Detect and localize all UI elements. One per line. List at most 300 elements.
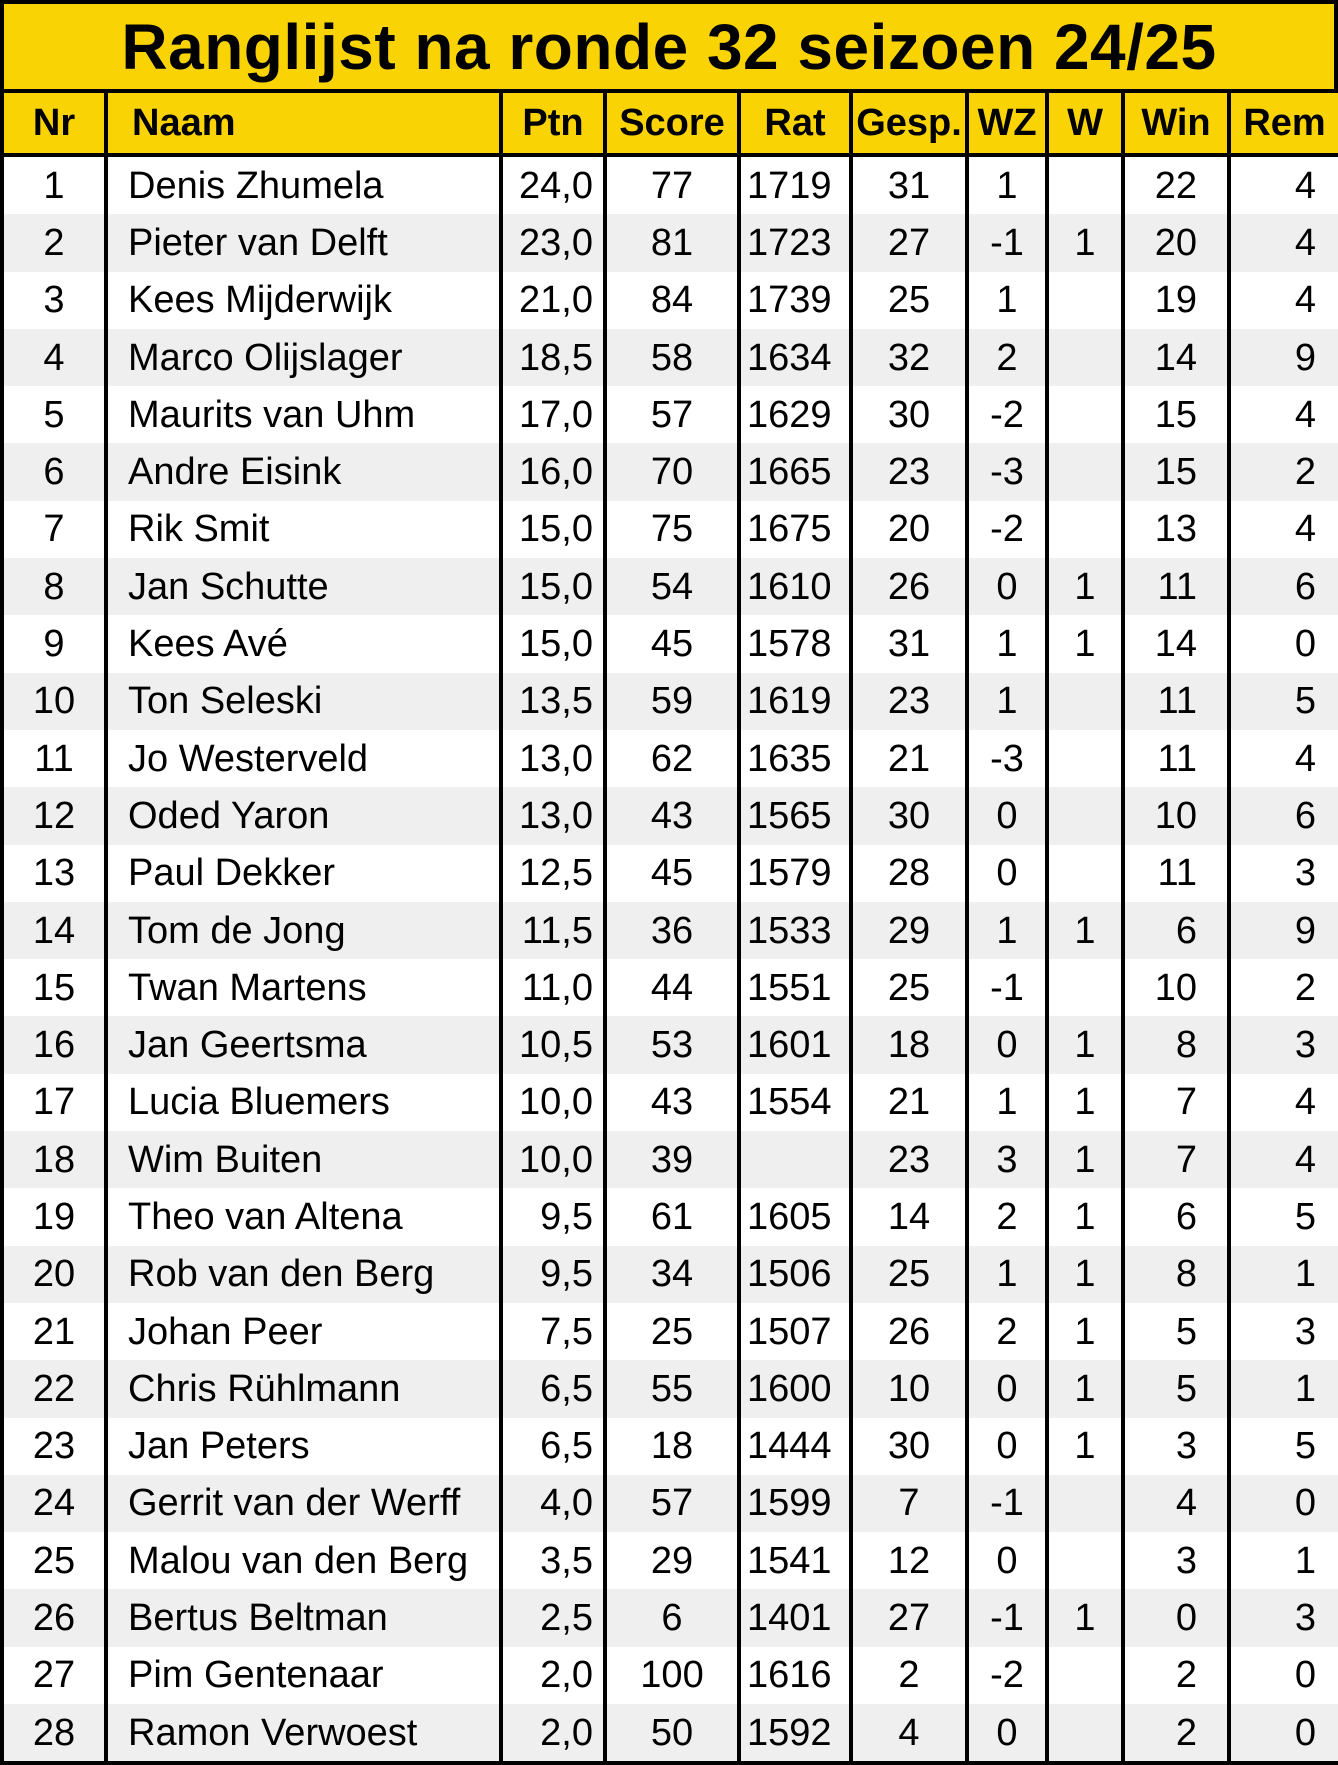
cell-nr: 11 [2, 730, 106, 787]
cell-rem: 3 [1229, 1016, 1338, 1073]
cell-ptn: 13,0 [501, 730, 605, 787]
table-row [2, 787, 1338, 844]
cell-score: 55 [605, 1360, 739, 1417]
cell-ptn: 7,5 [501, 1303, 605, 1360]
cell-win: 2 [1123, 1704, 1229, 1763]
cell-ptn: 6,5 [501, 1418, 605, 1475]
cell-score: 43 [605, 787, 739, 844]
cell-naam: Jan Peters [106, 1418, 501, 1475]
cell-rem: 0 [1229, 1647, 1338, 1704]
cell-w: 1 [1047, 214, 1123, 271]
cell-score: 57 [605, 1475, 739, 1532]
cell-win: 5 [1123, 1303, 1229, 1360]
cell-win: 14 [1123, 329, 1229, 386]
cell-rem: 0 [1229, 1704, 1338, 1763]
cell-ptn: 18,5 [501, 329, 605, 386]
cell-rem: 0 [1229, 1475, 1338, 1532]
cell-rem: 4 [1229, 1131, 1338, 1188]
cell-w: 1 [1047, 615, 1123, 672]
cell-wz: -1 [967, 1475, 1047, 1532]
cell-score: 81 [605, 214, 739, 271]
cell-nr: 12 [2, 787, 106, 844]
cell-wz: 1 [967, 155, 1047, 214]
cell-naam: Andre Eisink [106, 443, 501, 500]
cell-score: 36 [605, 902, 739, 959]
cell-rem: 5 [1229, 1188, 1338, 1245]
cell-win: 6 [1123, 1188, 1229, 1245]
cell-rem: 4 [1229, 214, 1338, 271]
cell-score: 75 [605, 501, 739, 558]
cell-gesp: 10 [851, 1360, 967, 1417]
cell-score: 54 [605, 558, 739, 615]
cell-nr: 26 [2, 1589, 106, 1646]
cell-gesp: 27 [851, 1589, 967, 1646]
cell-score: 61 [605, 1188, 739, 1245]
table-row [2, 845, 1338, 902]
cell-wz: -3 [967, 443, 1047, 500]
cell-gesp: 29 [851, 902, 967, 959]
cell-rat: 1444 [739, 1418, 851, 1475]
cell-w: 1 [1047, 1303, 1123, 1360]
cell-wz: 2 [967, 1188, 1047, 1245]
col-header-ptn: Ptn [501, 93, 605, 155]
cell-score: 59 [605, 673, 739, 730]
cell-score: 29 [605, 1532, 739, 1589]
cell-wz: 3 [967, 1131, 1047, 1188]
table-row [2, 443, 1338, 500]
cell-nr: 19 [2, 1188, 106, 1245]
cell-win: 2 [1123, 1647, 1229, 1704]
cell-wz: 2 [967, 1303, 1047, 1360]
cell-win: 3 [1123, 1532, 1229, 1589]
cell-nr: 1 [2, 155, 106, 214]
cell-nr: 27 [2, 1647, 106, 1704]
table-row [2, 272, 1338, 329]
cell-w [1047, 1647, 1123, 1704]
cell-naam: Ton Seleski [106, 673, 501, 730]
cell-ptn: 11,0 [501, 959, 605, 1016]
cell-nr: 15 [2, 959, 106, 1016]
cell-rem: 5 [1229, 673, 1338, 730]
cell-naam: Maurits van Uhm [106, 386, 501, 443]
cell-wz: 0 [967, 558, 1047, 615]
cell-nr: 3 [2, 272, 106, 329]
cell-rem: 3 [1229, 1303, 1338, 1360]
cell-ptn: 11,5 [501, 902, 605, 959]
table-row [2, 1016, 1338, 1073]
table-row [2, 1704, 1338, 1763]
cell-score: 77 [605, 155, 739, 214]
cell-score: 62 [605, 730, 739, 787]
table-row [2, 501, 1338, 558]
cell-rem: 9 [1229, 329, 1338, 386]
cell-gesp: 28 [851, 845, 967, 902]
cell-rem: 4 [1229, 1074, 1338, 1131]
cell-ptn: 15,0 [501, 558, 605, 615]
cell-wz: -1 [967, 214, 1047, 271]
cell-gesp: 7 [851, 1475, 967, 1532]
cell-rat: 1554 [739, 1074, 851, 1131]
cell-nr: 9 [2, 615, 106, 672]
table-row [2, 1360, 1338, 1417]
cell-rem: 4 [1229, 730, 1338, 787]
cell-rat: 1665 [739, 443, 851, 500]
cell-wz: 1 [967, 1246, 1047, 1303]
cell-nr: 4 [2, 329, 106, 386]
cell-ptn: 2,5 [501, 1589, 605, 1646]
cell-w [1047, 155, 1123, 214]
cell-naam: Chris Rühlmann [106, 1360, 501, 1417]
cell-win: 13 [1123, 501, 1229, 558]
cell-gesp: 20 [851, 501, 967, 558]
cell-ptn: 21,0 [501, 272, 605, 329]
cell-ptn: 15,0 [501, 615, 605, 672]
cell-score: 25 [605, 1303, 739, 1360]
cell-wz: 2 [967, 329, 1047, 386]
cell-w: 1 [1047, 1016, 1123, 1073]
cell-rem: 4 [1229, 501, 1338, 558]
table-row [2, 329, 1338, 386]
cell-win: 10 [1123, 959, 1229, 1016]
cell-naam: Rik Smit [106, 501, 501, 558]
cell-nr: 10 [2, 673, 106, 730]
cell-wz: 0 [967, 1016, 1047, 1073]
cell-nr: 24 [2, 1475, 106, 1532]
cell-nr: 16 [2, 1016, 106, 1073]
cell-ptn: 10,0 [501, 1131, 605, 1188]
cell-w [1047, 1532, 1123, 1589]
cell-gesp: 14 [851, 1188, 967, 1245]
table-row [2, 1074, 1338, 1131]
cell-rat: 1719 [739, 155, 851, 214]
cell-rat: 1401 [739, 1589, 851, 1646]
cell-rat: 1675 [739, 501, 851, 558]
cell-rat: 1635 [739, 730, 851, 787]
cell-wz: -2 [967, 386, 1047, 443]
table-row [2, 730, 1338, 787]
cell-score: 6 [605, 1589, 739, 1646]
header-row [2, 93, 1338, 155]
cell-rem: 0 [1229, 615, 1338, 672]
cell-gesp: 21 [851, 730, 967, 787]
cell-naam: Lucia Bluemers [106, 1074, 501, 1131]
cell-win: 11 [1123, 845, 1229, 902]
cell-w [1047, 329, 1123, 386]
cell-rem: 2 [1229, 443, 1338, 500]
cell-w [1047, 787, 1123, 844]
cell-wz: 1 [967, 902, 1047, 959]
col-header-naam: Naam [106, 93, 501, 155]
cell-w: 1 [1047, 1074, 1123, 1131]
cell-gesp: 30 [851, 787, 967, 844]
cell-ptn: 24,0 [501, 155, 605, 214]
table-row [2, 1475, 1338, 1532]
cell-ptn: 10,0 [501, 1074, 605, 1131]
table-row [2, 902, 1338, 959]
cell-score: 39 [605, 1131, 739, 1188]
cell-gesp: 4 [851, 1704, 967, 1763]
cell-nr: 5 [2, 386, 106, 443]
cell-w [1047, 443, 1123, 500]
cell-win: 7 [1123, 1074, 1229, 1131]
cell-naam: Oded Yaron [106, 787, 501, 844]
cell-wz: 1 [967, 615, 1047, 672]
cell-naam: Rob van den Berg [106, 1246, 501, 1303]
cell-nr: 20 [2, 1246, 106, 1303]
cell-win: 3 [1123, 1418, 1229, 1475]
col-header-score: Score [605, 93, 739, 155]
cell-win: 15 [1123, 386, 1229, 443]
table-row [2, 214, 1338, 271]
cell-win: 11 [1123, 730, 1229, 787]
cell-nr: 23 [2, 1418, 106, 1475]
cell-nr: 14 [2, 902, 106, 959]
table-row [2, 615, 1338, 672]
col-header-rat: Rat [739, 93, 851, 155]
col-header-gesp: Gesp. [851, 93, 967, 155]
cell-nr: 17 [2, 1074, 106, 1131]
cell-rem: 4 [1229, 272, 1338, 329]
cell-ptn: 9,5 [501, 1246, 605, 1303]
table-row [2, 386, 1338, 443]
cell-ptn: 9,5 [501, 1188, 605, 1245]
cell-w [1047, 959, 1123, 1016]
cell-naam: Kees Mijderwijk [106, 272, 501, 329]
cell-wz: 0 [967, 1532, 1047, 1589]
table-row [2, 673, 1338, 730]
cell-score: 58 [605, 329, 739, 386]
cell-rat: 1578 [739, 615, 851, 672]
page-title: Ranglijst na ronde 32 seizoen 24/25 [0, 0, 1338, 93]
cell-rat: 1533 [739, 902, 851, 959]
cell-naam: Wim Buiten [106, 1131, 501, 1188]
cell-gesp: 25 [851, 1246, 967, 1303]
cell-rat: 1601 [739, 1016, 851, 1073]
cell-rem: 6 [1229, 558, 1338, 615]
cell-nr: 13 [2, 845, 106, 902]
cell-gesp: 32 [851, 329, 967, 386]
col-header-nr: Nr [2, 93, 106, 155]
cell-score: 53 [605, 1016, 739, 1073]
cell-rem: 4 [1229, 386, 1338, 443]
cell-wz: 1 [967, 272, 1047, 329]
cell-naam: Pieter van Delft [106, 214, 501, 271]
cell-naam: Twan Martens [106, 959, 501, 1016]
cell-ptn: 12,5 [501, 845, 605, 902]
cell-gesp: 23 [851, 443, 967, 500]
cell-wz: 1 [967, 673, 1047, 730]
col-header-w: W [1047, 93, 1123, 155]
cell-score: 50 [605, 1704, 739, 1763]
cell-rem: 3 [1229, 845, 1338, 902]
cell-naam: Jo Westerveld [106, 730, 501, 787]
cell-w: 1 [1047, 558, 1123, 615]
cell-naam: Jan Geertsma [106, 1016, 501, 1073]
cell-w: 1 [1047, 902, 1123, 959]
cell-ptn: 23,0 [501, 214, 605, 271]
cell-rat: 1739 [739, 272, 851, 329]
cell-rat: 1634 [739, 329, 851, 386]
cell-w [1047, 386, 1123, 443]
cell-win: 4 [1123, 1475, 1229, 1532]
cell-rat [739, 1131, 851, 1188]
cell-nr: 22 [2, 1360, 106, 1417]
cell-ptn: 2,0 [501, 1647, 605, 1704]
cell-w [1047, 845, 1123, 902]
cell-win: 14 [1123, 615, 1229, 672]
cell-ptn: 17,0 [501, 386, 605, 443]
cell-wz: 0 [967, 1360, 1047, 1417]
cell-win: 7 [1123, 1131, 1229, 1188]
cell-rem: 4 [1229, 155, 1338, 214]
cell-nr: 2 [2, 214, 106, 271]
cell-win: 10 [1123, 787, 1229, 844]
cell-w [1047, 272, 1123, 329]
cell-gesp: 2 [851, 1647, 967, 1704]
cell-win: 20 [1123, 214, 1229, 271]
cell-gesp: 30 [851, 386, 967, 443]
cell-rat: 1605 [739, 1188, 851, 1245]
cell-naam: Jan Schutte [106, 558, 501, 615]
cell-rat: 1610 [739, 558, 851, 615]
cell-w: 1 [1047, 1131, 1123, 1188]
cell-ptn: 2,0 [501, 1704, 605, 1763]
cell-score: 45 [605, 845, 739, 902]
cell-score: 84 [605, 272, 739, 329]
cell-nr: 21 [2, 1303, 106, 1360]
cell-score: 100 [605, 1647, 739, 1704]
table-row [2, 1418, 1338, 1475]
cell-nr: 8 [2, 558, 106, 615]
cell-gesp: 25 [851, 272, 967, 329]
col-header-win: Win [1123, 93, 1229, 155]
cell-w: 1 [1047, 1246, 1123, 1303]
cell-w: 1 [1047, 1360, 1123, 1417]
cell-rem: 5 [1229, 1418, 1338, 1475]
cell-win: 5 [1123, 1360, 1229, 1417]
cell-gesp: 21 [851, 1074, 967, 1131]
cell-win: 11 [1123, 673, 1229, 730]
cell-naam: Bertus Beltman [106, 1589, 501, 1646]
col-header-rem: Rem [1229, 93, 1338, 155]
cell-gesp: 31 [851, 615, 967, 672]
cell-rem: 6 [1229, 787, 1338, 844]
cell-naam: Gerrit van der Werff [106, 1475, 501, 1532]
cell-naam: Malou van den Berg [106, 1532, 501, 1589]
cell-ptn: 13,0 [501, 787, 605, 844]
cell-naam: Denis Zhumela [106, 155, 501, 214]
cell-naam: Pim Gentenaar [106, 1647, 501, 1704]
cell-wz: 0 [967, 845, 1047, 902]
cell-win: 11 [1123, 558, 1229, 615]
cell-rem: 3 [1229, 1589, 1338, 1646]
table-body [2, 155, 1338, 1763]
cell-score: 44 [605, 959, 739, 1016]
table-row [2, 1303, 1338, 1360]
cell-gesp: 30 [851, 1418, 967, 1475]
cell-gesp: 26 [851, 558, 967, 615]
cell-gesp: 25 [851, 959, 967, 1016]
cell-gesp: 12 [851, 1532, 967, 1589]
cell-ptn: 4,0 [501, 1475, 605, 1532]
cell-win: 19 [1123, 272, 1229, 329]
cell-rem: 9 [1229, 902, 1338, 959]
cell-win: 0 [1123, 1589, 1229, 1646]
table-row [2, 1589, 1338, 1646]
cell-w [1047, 673, 1123, 730]
cell-rat: 1592 [739, 1704, 851, 1763]
cell-naam: Marco Olijslager [106, 329, 501, 386]
cell-rat: 1579 [739, 845, 851, 902]
cell-naam: Paul Dekker [106, 845, 501, 902]
cell-score: 18 [605, 1418, 739, 1475]
cell-nr: 18 [2, 1131, 106, 1188]
cell-w: 1 [1047, 1188, 1123, 1245]
cell-gesp: 18 [851, 1016, 967, 1073]
cell-wz: -2 [967, 1647, 1047, 1704]
cell-w [1047, 1475, 1123, 1532]
cell-wz: -2 [967, 501, 1047, 558]
cell-ptn: 3,5 [501, 1532, 605, 1589]
cell-ptn: 10,5 [501, 1016, 605, 1073]
table-row [2, 1647, 1338, 1704]
cell-rat: 1551 [739, 959, 851, 1016]
cell-w [1047, 1704, 1123, 1763]
cell-ptn: 13,5 [501, 673, 605, 730]
cell-naam: Kees Avé [106, 615, 501, 672]
table-row [2, 1188, 1338, 1245]
cell-nr: 6 [2, 443, 106, 500]
cell-nr: 25 [2, 1532, 106, 1589]
cell-rem: 1 [1229, 1246, 1338, 1303]
cell-score: 34 [605, 1246, 739, 1303]
cell-wz: -1 [967, 1589, 1047, 1646]
cell-nr: 7 [2, 501, 106, 558]
cell-win: 8 [1123, 1016, 1229, 1073]
cell-score: 45 [605, 615, 739, 672]
cell-wz: 0 [967, 787, 1047, 844]
cell-score: 70 [605, 443, 739, 500]
cell-rat: 1506 [739, 1246, 851, 1303]
cell-gesp: 26 [851, 1303, 967, 1360]
cell-win: 6 [1123, 902, 1229, 959]
cell-rat: 1565 [739, 787, 851, 844]
table-row [2, 1246, 1338, 1303]
cell-score: 57 [605, 386, 739, 443]
table-row [2, 1532, 1338, 1589]
cell-naam: Tom de Jong [106, 902, 501, 959]
cell-gesp: 31 [851, 155, 967, 214]
cell-rem: 1 [1229, 1532, 1338, 1589]
table-row [2, 959, 1338, 1016]
cell-wz: -3 [967, 730, 1047, 787]
cell-rat: 1616 [739, 1647, 851, 1704]
table-row [2, 155, 1338, 214]
cell-rat: 1541 [739, 1532, 851, 1589]
cell-gesp: 23 [851, 673, 967, 730]
cell-naam: Johan Peer [106, 1303, 501, 1360]
cell-w: 1 [1047, 1418, 1123, 1475]
cell-ptn: 6,5 [501, 1360, 605, 1417]
table-row [2, 558, 1338, 615]
col-header-wz: WZ [967, 93, 1047, 155]
cell-rat: 1600 [739, 1360, 851, 1417]
cell-rem: 2 [1229, 959, 1338, 1016]
cell-rat: 1629 [739, 386, 851, 443]
cell-rem: 1 [1229, 1360, 1338, 1417]
cell-wz: 1 [967, 1074, 1047, 1131]
cell-nr: 28 [2, 1704, 106, 1763]
